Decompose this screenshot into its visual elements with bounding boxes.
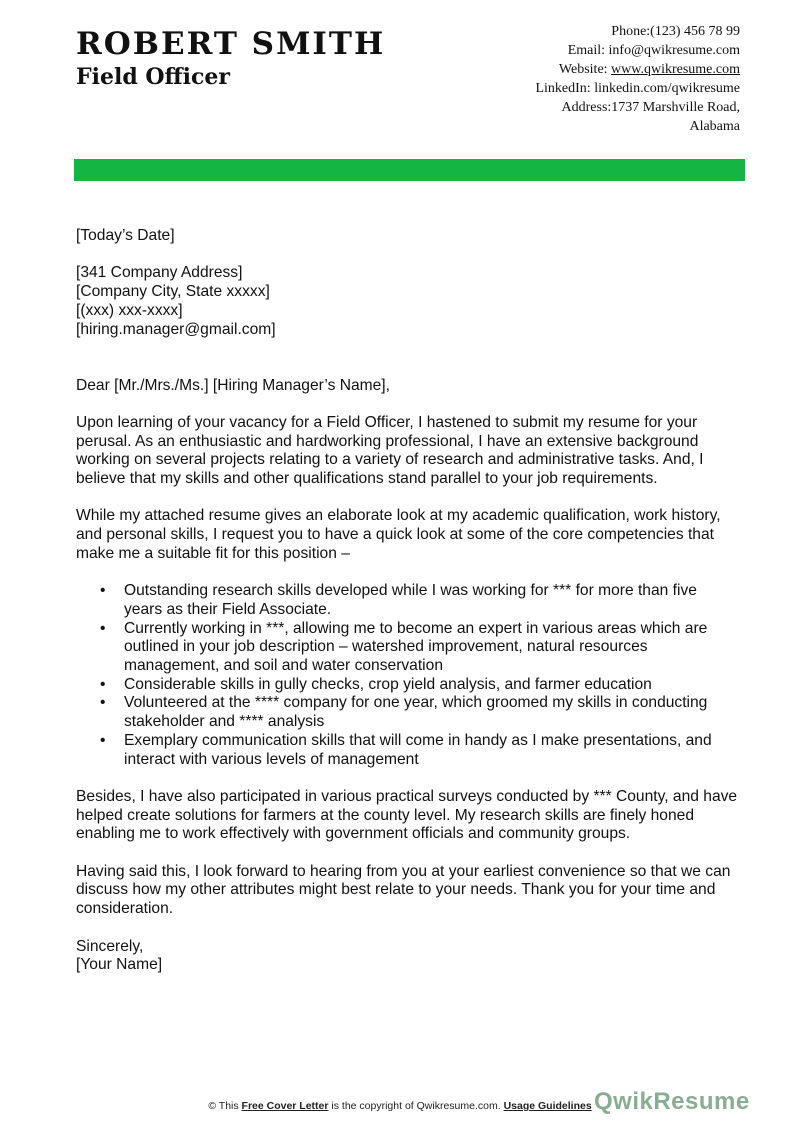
website [535, 60, 740, 79]
paragraph-intro: Upon learning of your vacancy for a Field Officer, I hastened to submit my resume for your perusal. As an enthusiastic and hardworking professional, I have an extensive background working on several projects relating to a variety of research and administrative tasks. And, I believe that my skills and other qualifications stand parallel to your job requirements. [76, 413, 704, 488]
recipient-email: [hiring.manager@gmail.com] [76, 320, 276, 338]
recipient-city: [Company City, State xxxxx] [76, 283, 270, 301]
recipient-address: [341 Company Address] [76, 264, 243, 282]
list-item: • Outstanding research skills developed while I was working for *** for more than five years as their Field Associate. [124, 582, 738, 619]
linkedin: LinkedIn: linkedin.com/qwikresume [535, 81, 740, 96]
list-item: • Volunteered at the **** company for one year, which groomed my skills in conducting stakeholder and **** analysis [124, 694, 738, 731]
letter-body [76, 227, 738, 975]
closing: Sincerely, [76, 937, 144, 955]
list-item: • Currently working in ***, allowing me to become an expert in various areas which are outlined in your job description – watershed improvement, natural resources management, and soil and water conservation [124, 620, 738, 676]
date: [Today’s Date] [76, 227, 175, 244]
applicant-name: ROBERT SMITH [76, 26, 386, 62]
contact-block [535, 22, 740, 136]
email: Email: info@qwikresume.com [567, 43, 740, 58]
website-label: Website: [558, 62, 612, 77]
address-line1: Address:1737 Marshville Road, [561, 100, 740, 115]
signature: [Your Name] [76, 956, 163, 974]
accent-divider [74, 159, 745, 181]
list-item: • Exemplary communication skills that will come in handy as I make presentations, and interact with various levels of management [124, 732, 738, 769]
website-link[interactable]: www.qwikresume.com [611, 62, 740, 77]
usage-guidelines-link[interactable]: Usage Guidelines [503, 1100, 592, 1112]
phone: Phone:(123) 456 78 99 [611, 24, 740, 39]
recipient-phone: [(xxx) xxx-xxxx] [76, 301, 183, 319]
salutation: Dear [Mr./Mrs./Ms.] [Hiring Manager’s Name], [76, 376, 390, 394]
copyright-footer [0, 1100, 800, 1112]
footer-prefix: © This [208, 1100, 242, 1112]
paragraph-closing: Having said this, I look forward to hearing from you at your earliest convenience so that we can discuss how my other attributes might best relate to your needs. Thank you for your time and consideration. [76, 862, 731, 918]
paragraph-surveys: Besides, I have also participated in various practical surveys conducted by *** County, and have helped create solutions for farmers at the county level. My research skills are finely honed enabling me to work effectively with government officials and community groups. [76, 787, 738, 843]
list-item: • Considerable skills in gully checks, crop yield analysis, and farmer education [124, 676, 738, 695]
qwikresume-logo: QwikResume [594, 1088, 750, 1115]
job-title: Field Officer [76, 64, 230, 90]
paragraph-competencies: While my attached resume gives an elaborate look at my academic qualification, work history, and personal skills, I request you to have a quick look at some of the core competencies that make me a suitable fit for this position – [76, 507, 721, 562]
address-line2: Alabama [689, 119, 740, 134]
free-cover-letter-link[interactable]: Free Cover Letter [241, 1100, 329, 1112]
competency-list [76, 582, 738, 769]
footer-middle: is the copyright of Qwikresume.com. [328, 1100, 501, 1112]
